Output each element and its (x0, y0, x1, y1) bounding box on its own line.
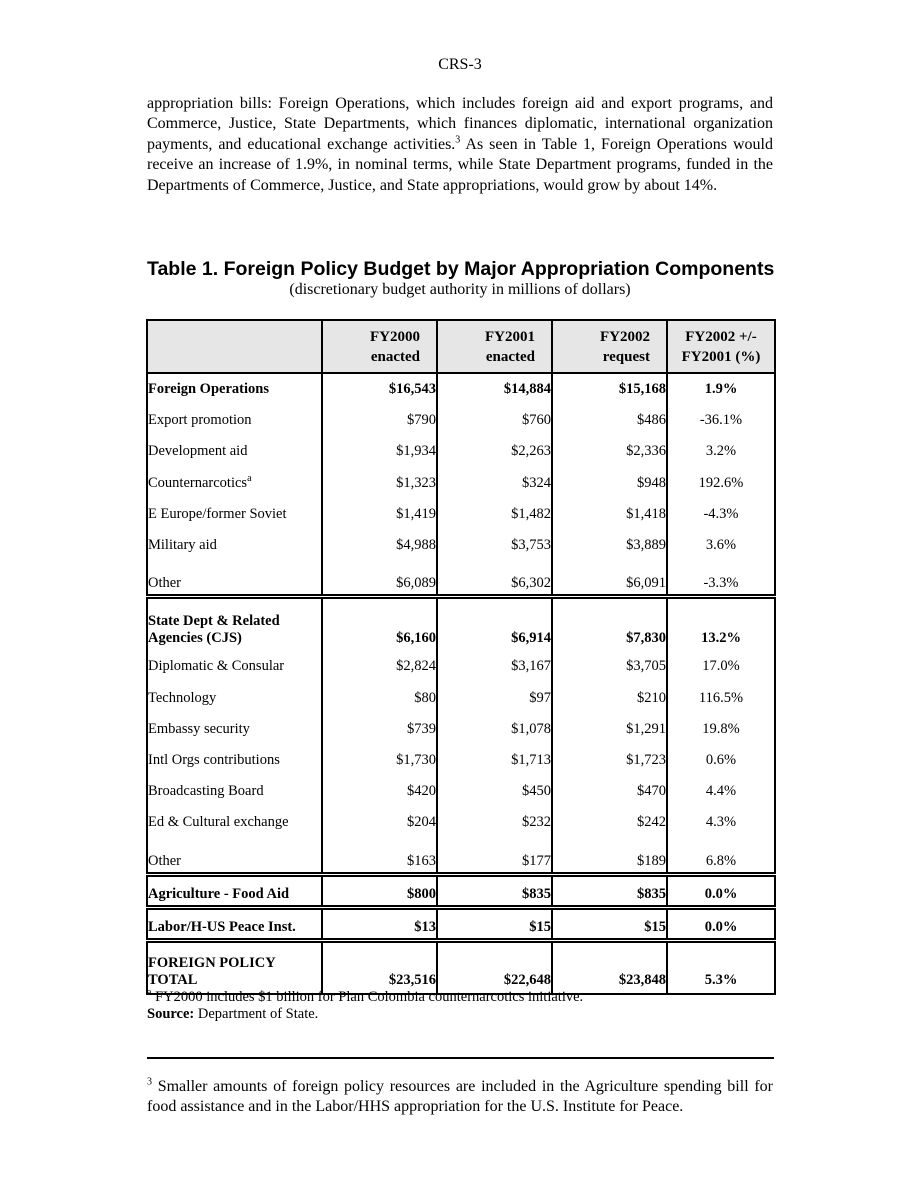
cell-fy2002: $835 (552, 874, 667, 907)
cell-fy2001: $97 (437, 683, 552, 714)
row-label: Embassy security (147, 714, 322, 745)
table-row (147, 714, 775, 745)
table-row-agriculture (147, 874, 775, 907)
cell-fy2001: $2,263 (437, 436, 552, 467)
cell-fy2001: $760 (437, 405, 552, 436)
cell-fy2002: $242 (552, 807, 667, 838)
row-label-line1: State Dept & Related (148, 613, 280, 630)
footnote-3-text: Smaller amounts of foreign policy resources are included in the Agriculture spending bill for food assistance and in the Labor/HHS appropriation for the U.S. Institute for Peace. (147, 1078, 773, 1115)
cell-fy2001: $3,753 (437, 530, 552, 561)
table-row (147, 683, 775, 714)
cell-fy2001: $1,482 (437, 499, 552, 530)
cell-fy2001: $232 (437, 807, 552, 838)
footnote-divider (147, 1057, 774, 1059)
cell-fy2000: $1,730 (322, 745, 437, 776)
page-number-header: CRS-3 (438, 56, 482, 73)
table-row (147, 561, 775, 597)
cell-fy2002: $23,848 (552, 940, 667, 994)
cell-fy2002: $486 (552, 405, 667, 436)
cell-fy2000: $80 (322, 683, 437, 714)
header-fy2002-line2: request (602, 348, 650, 365)
cell-fy2002: $470 (552, 776, 667, 807)
cell-fy2000: $420 (322, 776, 437, 807)
cell-fy2002: $3,705 (552, 651, 667, 682)
cell-change: 0.0% (667, 907, 775, 940)
row-label-line2: Agencies (CJS) (148, 630, 242, 647)
cell-fy2000: $163 (322, 838, 437, 874)
cell-change: 3.6% (667, 530, 775, 561)
row-label-text: Counternarcotics (148, 474, 248, 491)
cell-change: 1.9% (667, 373, 775, 405)
cell-fy2000: $204 (322, 807, 437, 838)
table-row (147, 436, 775, 467)
header-change (667, 320, 775, 373)
cell-fy2001: $14,884 (437, 373, 552, 405)
header-fy2000 (322, 320, 437, 373)
cell-fy2000: $1,934 (322, 436, 437, 467)
row-label: Labor/H-US Peace Inst. (147, 907, 322, 940)
cell-change: -3.3% (667, 561, 775, 597)
cell-fy2001: $6,302 (437, 561, 552, 597)
cell-change: 116.5% (667, 683, 775, 714)
source-text: Department of State. (194, 1006, 319, 1022)
footnote-a-text: FY2000 includes $1 billion for Plan Colombia counternarcotics initiative. (151, 989, 584, 1005)
row-label: Other (147, 838, 322, 874)
cell-fy2000: $16,543 (322, 373, 437, 405)
cell-fy2000: $800 (322, 874, 437, 907)
row-label (147, 940, 322, 994)
footnote-3 (147, 1077, 773, 1117)
table-source (147, 1006, 773, 1023)
cell-change: 4.4% (667, 776, 775, 807)
cell-fy2002: $3,889 (552, 530, 667, 561)
table-row (147, 807, 775, 838)
row-label: Foreign Operations (147, 373, 322, 405)
header-fy2002-line1: FY2002 (600, 328, 650, 345)
row-label (147, 468, 322, 499)
cell-fy2000: $2,824 (322, 651, 437, 682)
cell-fy2001: $22,648 (437, 940, 552, 994)
intro-paragraph (147, 94, 773, 196)
header-empty-cell (147, 320, 322, 373)
cell-fy2000: $1,323 (322, 468, 437, 499)
footnote-ref-a[interactable]: a (247, 472, 252, 484)
cell-change: 3.2% (667, 436, 775, 467)
row-label: E Europe/former Soviet (147, 499, 322, 530)
table-footnote-a (147, 989, 773, 1006)
cell-fy2000: $739 (322, 714, 437, 745)
table-row (147, 838, 775, 874)
cell-fy2001: $3,167 (437, 651, 552, 682)
intro-text-continued: As seen in Table 1, Foreign Operations would receive an increase of 1.9%, in nominal terms, while State Department programs, funded in the Departments of Commerce, Justice, and State appropriations, would grow by about 14%. (147, 135, 773, 194)
table-subtitle: (discretionary budget authority in millions of dollars) (289, 281, 631, 298)
cell-fy2001: $450 (437, 776, 552, 807)
cell-change: 192.6% (667, 468, 775, 499)
footnote-ref-3[interactable]: 3 (455, 134, 461, 146)
cell-fy2001: $177 (437, 838, 552, 874)
row-label: Technology (147, 683, 322, 714)
row-label: Other (147, 561, 322, 597)
cell-fy2001: $6,914 (437, 597, 552, 652)
row-label-line2: TOTAL (148, 971, 198, 988)
header-change-line1: FY2002 +/- (685, 328, 757, 345)
cell-fy2002: $948 (552, 468, 667, 499)
table-row (147, 776, 775, 807)
row-label (147, 597, 322, 652)
cell-fy2002: $189 (552, 838, 667, 874)
cell-fy2000: $6,089 (322, 561, 437, 597)
row-label: Diplomatic & Consular (147, 651, 322, 682)
cell-fy2000: $4,988 (322, 530, 437, 561)
table-row (147, 499, 775, 530)
table-title: Table 1. Foreign Policy Budget by Major Appropriation Components (147, 258, 775, 280)
table-row (147, 468, 775, 499)
table-row (147, 405, 775, 436)
header-fy2001-line2: enacted (485, 348, 535, 365)
cell-fy2001: $324 (437, 468, 552, 499)
cell-fy2000: $23,516 (322, 940, 437, 994)
row-label: Ed & Cultural exchange (147, 807, 322, 838)
cell-fy2002: $1,291 (552, 714, 667, 745)
row-label: Intl Orgs contributions (147, 745, 322, 776)
cell-change: -36.1% (667, 405, 775, 436)
cell-fy2002: $6,091 (552, 561, 667, 597)
row-label: Agriculture - Food Aid (147, 874, 322, 907)
cell-change: -4.3% (667, 499, 775, 530)
cell-change: 5.3% (667, 940, 775, 994)
cell-fy2002: $210 (552, 683, 667, 714)
table-row-total (147, 940, 775, 994)
row-label: Broadcasting Board (147, 776, 322, 807)
row-label-line1: FOREIGN POLICY (148, 954, 276, 971)
cell-change: 4.3% (667, 807, 775, 838)
header-fy2001 (437, 320, 552, 373)
header-fy2000-line2: enacted (370, 348, 420, 365)
cell-change: 0.6% (667, 745, 775, 776)
table-row-foreign-operations (147, 373, 775, 405)
row-label: Development aid (147, 436, 322, 467)
header-fy2000-line1: FY2000 (370, 328, 420, 345)
cell-change: 13.2% (667, 597, 775, 652)
header-change-line2: FY2001 (%) (681, 348, 761, 365)
table-row (147, 530, 775, 561)
source-label: Source: (147, 1006, 195, 1022)
budget-table (146, 319, 776, 995)
table-row-state-dept (147, 597, 775, 652)
cell-fy2000: $790 (322, 405, 437, 436)
cell-fy2002: $1,418 (552, 499, 667, 530)
header-fy2002 (552, 320, 667, 373)
cell-change: 17.0% (667, 651, 775, 682)
cell-change: 6.8% (667, 838, 775, 874)
table-row (147, 651, 775, 682)
cell-change: 19.8% (667, 714, 775, 745)
table-row (147, 745, 775, 776)
cell-fy2001: $835 (437, 874, 552, 907)
cell-fy2000: $13 (322, 907, 437, 940)
cell-fy2002: $15 (552, 907, 667, 940)
table-header-row (147, 320, 775, 373)
cell-fy2001: $1,713 (437, 745, 552, 776)
cell-fy2002: $7,830 (552, 597, 667, 652)
row-label: Export promotion (147, 405, 322, 436)
cell-fy2002: $1,723 (552, 745, 667, 776)
row-label: Military aid (147, 530, 322, 561)
cell-fy2002: $2,336 (552, 436, 667, 467)
cell-fy2001: $15 (437, 907, 552, 940)
footnote-a-mark: a (147, 987, 152, 999)
cell-fy2001: $1,078 (437, 714, 552, 745)
cell-change: 0.0% (667, 874, 775, 907)
intro-text: appropriation bills: Foreign Operations, which includes foreign aid and export programs, and Commerce, Justice, State Departments, which finances diplomatic, international organization payments, and educational exchange activities. (147, 95, 773, 153)
cell-fy2002: $15,168 (552, 373, 667, 405)
cell-fy2000: $1,419 (322, 499, 437, 530)
header-fy2001-line1: FY2001 (485, 328, 535, 345)
footnote-3-mark: 3 (147, 1076, 152, 1088)
cell-fy2000: $6,160 (322, 597, 437, 652)
table-row-labor (147, 907, 775, 940)
